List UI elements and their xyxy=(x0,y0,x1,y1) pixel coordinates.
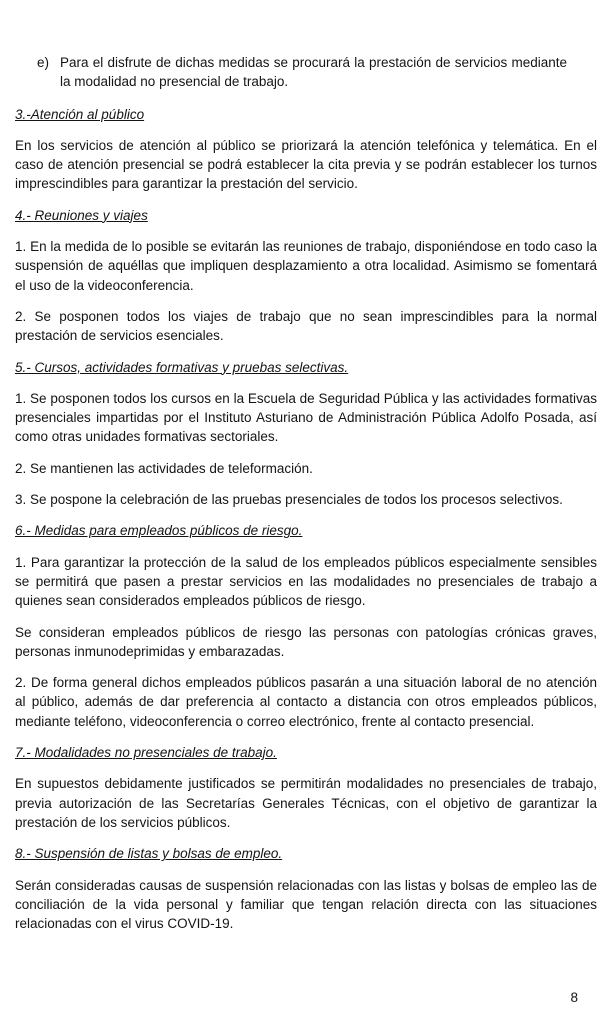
list-item-e xyxy=(37,53,567,92)
section-modalidades-no-presenciales xyxy=(15,743,597,832)
section-heading: 6.- Medidas para empleados públicos de riesgo. xyxy=(15,523,303,539)
paragraph: 1. Para garantizar la protección de la salud de los empleados públicos especialmente sensibles se permitirá que pasen a prestar servicios en las modalidades no presenciales de trabajo a quienes sean considerados empleados públicos de riesgo. xyxy=(15,554,597,609)
paragraph: 2. Se mantienen las actividades de teleformación. xyxy=(15,460,313,476)
paragraph: En supuestos debidamente justificados se permitirán modalidades no presenciales de trabajo, previa autorización de las Secretarías Generales Técnicas, con el objetivo de garantizar la prestación de los servicios públicos. xyxy=(15,776,597,830)
section-heading: 8.- Suspensión de listas y bolsas de empleo. xyxy=(15,846,283,862)
section-atencion-al-publico xyxy=(15,105,597,194)
paragraph: 2. Se posponen todos los viajes de trabajo que no sean imprescindibles para la normal prestación de servicios esenciales. xyxy=(15,308,597,344)
page-number: 8 xyxy=(570,989,578,1005)
paragraph: Serán consideradas causas de suspensión relacionadas con las listas y bolsas de empleo las de conciliación de la vida personal y familiar que tengan relación directa con las situaciones relacionadas con el virus COVID-19. xyxy=(15,877,597,932)
section-heading: 5.- Cursos, actividades formativas y pruebas selectivas. xyxy=(15,359,349,375)
paragraph: 2. De forma general dichos empleados públicos pasarán a una situación laboral de no atención al público, además de dar preferencia al contacto a distancia con otros empleados públicos, mediante teléfono, videoconferencia o correo electrónico, frente al contacto presencial. xyxy=(15,675,597,729)
section-cursos-formacion-pruebas xyxy=(15,358,597,510)
section-empleados-de-riesgo xyxy=(15,521,597,731)
paragraph: 1. En la medida de lo posible se evitarán las reuniones de trabajo, disponiéndose en todo caso la suspensión de aquéllas que impliquen desplazamiento a otra localidad. Asimismo se fomentará el uso de la videoconferencia. xyxy=(15,239,597,293)
paragraph: 1. Se posponen todos los cursos en la Escuela de Seguridad Pública y las actividades formativas presenciales impartidas por el Instituto Asturiano de Administración Pública Adolfo Posada, así como otras unidades formativas sectoriales. xyxy=(15,390,597,445)
section-reuniones-y-viajes xyxy=(15,206,597,346)
paragraph: En los servicios de atención al público se priorizará la atención telefónica y telemática. En el caso de atención presencial se podrá establecer la cita previa y se podrán establecer los turnos imprescindibles para garantizar la prestación del servicio. xyxy=(15,137,597,192)
paragraph: 3. Se pospone la celebración de las pruebas presenciales de todos los procesos selectivos. xyxy=(15,492,563,508)
section-heading: 3.-Atención al público xyxy=(15,106,145,122)
section-heading: 7.- Modalidades no presenciales de trabajo. xyxy=(15,745,277,761)
section-suspension-listas-bolsas xyxy=(15,844,597,933)
list-item-text: Para el disfrute de dichas medidas se procurará la prestación de servicios mediante la modalidad no presencial de trabajo. xyxy=(60,55,567,90)
list-item-marker: e) xyxy=(37,55,50,70)
section-heading: 4.- Reuniones y viajes xyxy=(15,207,148,223)
paragraph: Se consideran empleados públicos de riesgo las personas con patologías crónicas graves, personas inmunodeprimidas y embarazadas. xyxy=(15,624,597,659)
